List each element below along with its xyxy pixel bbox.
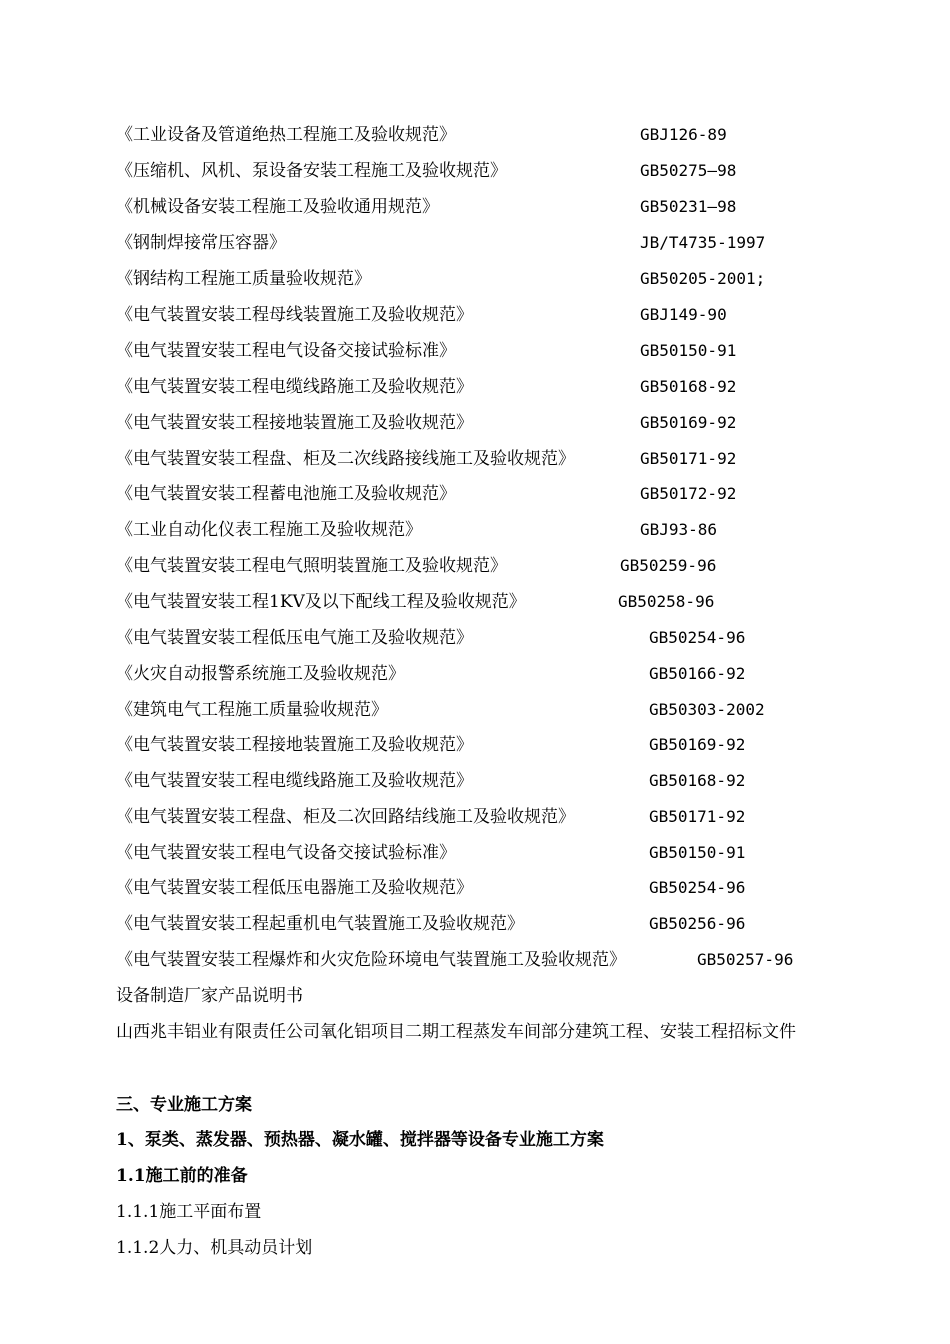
standard-code: GB50150-91 (640, 341, 737, 360)
tender-document-line: 山西兆丰铝业有限责任公司氧化铝项目二期工程蒸发车间部分建筑工程、安装工程招标文件 (116, 1022, 796, 1042)
standard-title: 《电气装置安装工程电气设备交接试验标准》 (116, 341, 456, 361)
standard-title: 《电气装置安装工程电缆线路施工及验收规范》 (116, 771, 473, 791)
standard-title: 《电气装置安装工程盘、柜及二次回路结线施工及验收规范》 (116, 807, 575, 827)
standard-code: GB50169-92 (649, 735, 746, 754)
standard-title: 《电气装置安装工程低压电气施工及验收规范》 (116, 628, 473, 648)
standard-title: 《钢制焊接常压容器》 (116, 233, 286, 253)
standard-code: GB50166-92 (649, 664, 746, 683)
standard-title: 《电气装置安装工程电气设备交接试验标准》 (116, 843, 456, 863)
standard-title: 《电气装置安装工程电缆线路施工及验收规范》 (116, 377, 473, 397)
standard-code: GB50257-96 (697, 950, 794, 969)
standard-code: GBJ149-90 (640, 305, 727, 324)
standard-code: GB50205-2001; (640, 269, 766, 288)
standard-code: GB50169-92 (640, 413, 737, 432)
standard-code: GB50254-96 (649, 628, 746, 647)
standard-title: 《压缩机、风机、泵设备安装工程施工及验收规范》 (116, 161, 507, 181)
standard-code: GBJ93-86 (640, 520, 718, 539)
standard-title: 《电气装置安装工程接地装置施工及验收规范》 (116, 413, 473, 433)
standard-code: GB50275—98 (640, 161, 737, 180)
standard-title: 《电气装置安装工程母线装置施工及验收规范》 (116, 305, 473, 325)
standard-code: GB50259-96 (620, 556, 717, 575)
standard-title: 《电气装置安装工程低压电器施工及验收规范》 (116, 878, 473, 898)
standard-code: GB50150-91 (649, 843, 746, 862)
standard-title: 《机械设备安装工程施工及验收通用规范》 (116, 197, 439, 217)
standard-code: GB50254-96 (649, 878, 746, 897)
standard-code: GB50172-92 (640, 484, 737, 503)
standard-title: 《电气装置安装工程1KV及以下配线工程及验收规范》 (116, 592, 526, 612)
standard-title: 《电气装置安装工程爆炸和火灾危险环境电气装置施工及验收规范》 (116, 950, 626, 970)
section-3-heading: 三、专业施工方案 (116, 1095, 252, 1115)
standard-code: GB50303-2002 (649, 700, 765, 719)
standard-title: 《工业自动化仪表工程施工及验收规范》 (116, 520, 422, 540)
section-1-1-2: 1.1.2人力、机具动员计划 (116, 1238, 313, 1258)
standard-code: GB50171-92 (649, 807, 746, 826)
standard-code: GB50168-92 (640, 377, 737, 396)
section-1-1-heading: 1.1施工前的准备 (116, 1166, 248, 1186)
standard-code: GB50171-92 (640, 449, 737, 468)
standard-title: 《电气装置安装工程接地装置施工及验收规范》 (116, 735, 473, 755)
standard-code: GB50256-96 (649, 914, 746, 933)
section-1-1-1: 1.1.1施工平面布置 (116, 1202, 262, 1222)
section-1-heading: 1、泵类、蒸发器、预热器、凝水罐、搅拌器等设备专业施工方案 (116, 1130, 604, 1150)
standard-title: 《火灾自动报警系统施工及验收规范》 (116, 664, 405, 684)
standard-title: 《钢结构工程施工质量验收规范》 (116, 269, 371, 289)
standard-code: GBJ126-89 (640, 125, 727, 144)
standard-code: GB50231—98 (640, 197, 737, 216)
standard-title: 《电气装置安装工程蓄电池施工及验收规范》 (116, 484, 456, 504)
standard-code: JB/T4735-1997 (640, 233, 766, 252)
standard-code: GB50258-96 (618, 592, 715, 611)
manufacturer-manual-line: 设备制造厂家产品说明书 (116, 986, 303, 1006)
standard-title: 《工业设备及管道绝热工程施工及验收规范》 (116, 125, 456, 145)
standard-title: 《电气装置安装工程盘、柜及二次线路接线施工及验收规范》 (116, 449, 575, 469)
standard-title: 《电气装置安装工程电气照明装置施工及验收规范》 (116, 556, 507, 576)
standard-title: 《建筑电气工程施工质量验收规范》 (116, 700, 388, 720)
standard-code: GB50168-92 (649, 771, 746, 790)
standard-title: 《电气装置安装工程起重机电气装置施工及验收规范》 (116, 914, 524, 934)
